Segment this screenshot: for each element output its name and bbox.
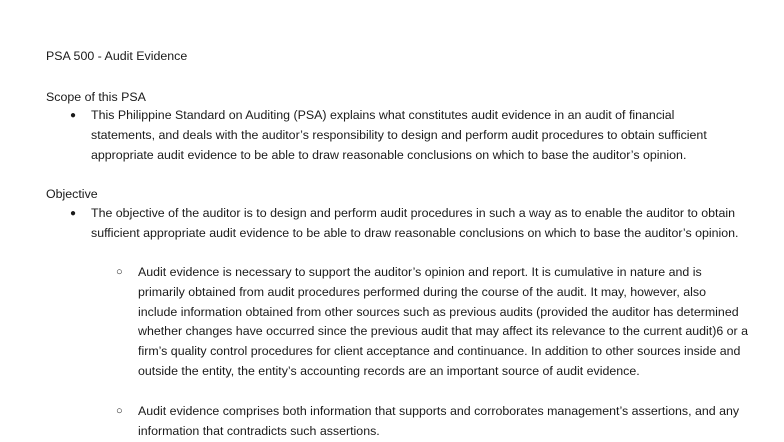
sub-bullet-text: Audit evidence comprises both information that supports and corroborates management’s assertions, and any information that contradicts such assertions. xyxy=(138,404,740,438)
bullet-marker: ● xyxy=(70,208,77,219)
sub-bullet-marker: ○ xyxy=(116,405,123,417)
section-heading-objective: Objective xyxy=(46,187,98,201)
bullet-marker: ● xyxy=(70,110,77,121)
section-heading-scope: Scope of this PSA xyxy=(46,90,146,104)
sub-bullet-text: Audit evidence is necessary to support the auditor’s opinion and report. It is cumulative in nature and is primarily obtained from audit procedures performed during the course of the audit. It may, however, also include information obtained from other sources such as previous audits (provided the auditor has determined whether changes have occurred since the previous audit that may affect its relevance to the current audit)6 or a firm’s quality control procedures for client acceptance and continuance. In addition to other sources inside and outside the entity, the entity’s accounting records are an important source of audit evidence. xyxy=(138,265,749,378)
scope-bullet-text: This Philippine Standard on Auditing (PSA) explains what constitutes audit evidence in an audit of financial statements, and deals with the auditor’s responsibility to design and perform audit procedures to obtain sufficient appropriate audit evidence to be able to draw reasonable conclusions on which to base the auditor’s opinion. xyxy=(91,108,707,162)
sub-bullet-marker: ○ xyxy=(116,266,123,278)
document-title: PSA 500 - Audit Evidence xyxy=(46,49,188,63)
objective-bullet-text: The objective of the auditor is to design and perform audit procedures in such a way as to enable the auditor to obtain sufficient appropriate audit evidence to be able to draw reasonable conclusions on which to base the auditor’s opinion. xyxy=(91,206,739,240)
